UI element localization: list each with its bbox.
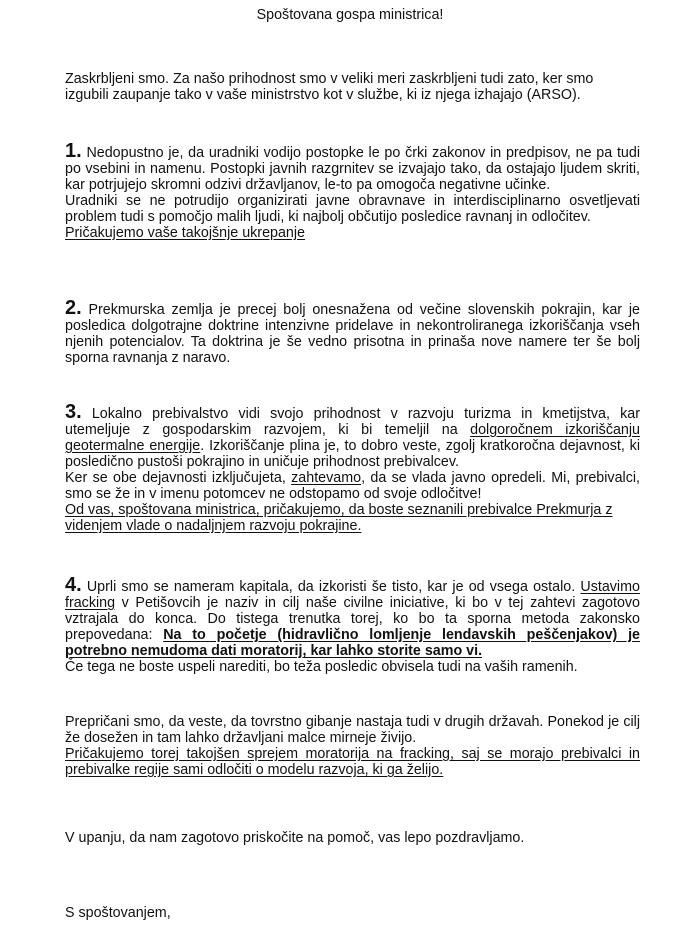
section-3-paragraph [65,401,641,470]
section-1-demand: Pričakujemo vaše takojšnje ukrepanje [65,225,305,241]
signoff [65,905,640,921]
section-3-demand-word: zahtevamo [291,470,362,486]
section-4-text-3: Če tega ne boste uspeli narediti, bo teža posledic obvisela tudi na vaših ramenih. [65,659,578,675]
section-4-paragraph [65,574,640,659]
section-4 [65,574,640,675]
section-1-paragraph [65,140,640,193]
greeting-text: V upanju, da nam zagotovo priskočite na pomoč, vas lepo pozdravljamo. [65,830,525,846]
section-3-paragraph-2 [65,470,640,502]
signoff-text: S spoštovanjem, [65,905,171,921]
section-2-paragraph [65,297,640,366]
section-3-text-1: Lokalno prebivalstvo vidi svojo prihodnost v razvoju turizma in kmetijstva, kar utemeljuje z gospodarskim razvojem, ki bi temeljil na [65,406,640,438]
closing-greeting [65,830,640,846]
section-4-text-2: v Petišovcih je naziv in cilj naše civilne iniciative, ki bo v tej zahtevi zagotovo vztrajala do konca. Do tistega trenutka torej, ko bo ta sporna metoda zakonsko prepovedana: [65,595,640,643]
section-1-text: Nedopustno je, da uradniki vodijo postopke le po črki zakonov in predpisov, ne pa tudi po vsebini in namenu. Postopki javnih razgrnitev se izvajajo tako, da ostajajo ljudem skriti, kar potrjujejo skromni odzivi državljanov, le-to pa omogoča negativne učinke. [65,145,640,193]
section-3-text-3a: Ker se obe dejavnosti izključujeta, [65,470,292,486]
section-4-text-1: Uprli smo se nameram kapitala, da izkoristi še tisto, kar je od vsega ostalo. [86,579,576,595]
section-2-text: Prekmurska zemlja je precej bolj onesnažena od večine slovenskih pokrajin, kar je posledica dolgotrajne doktrine intenzivne pridelave in nekontroliranega izkoriščanja vseh njenih potencialov. Ta doktrina je še vedno prisotna in prinaša nove namere ter še bolj sporna ravnanja z naravo. [65,302,640,366]
section-2 [65,297,640,366]
closing-text-1: Prepričani smo, da veste, da tovrstno gibanje nastaja tudi v drugih državah. Ponekod je cilj že dosežen in tam lahko državljani malce mirneje živijo. [65,714,640,746]
section-1 [65,140,640,241]
closing-demand: Pričakujemo torej takojšen sprejem moratorija na fracking, saj se morajo prebivalci in prebivalke regije sami odločiti o modelu razvoja, ki ga želijo. [65,746,640,778]
intro-text: Zaskrbljeni smo. Za našo prihodnost smo v veliki meri zaskrbljeni tudi zato, ker smo izgubili zaupanje tako v vaše ministrstvo kot v službe, ki iz njega izhajajo (ARSO). [65,71,594,103]
section-4-number: 4. [65,574,82,596]
section-3-text-2: . Izkoriščanje plina je, to dobro veste, zgolj kratkoročna dejavnost, ki posledično pustoši pokrajino in uničuje prihodnost prebivalcev. [65,438,640,470]
letter-salutation: Spoštovana gospa ministrica! [256,7,444,23]
section-2-number: 2. [65,297,82,319]
section-3-text-3b: , da se vlada javno opredeli. Mi, prebivalci, smo se že in v imenu potomcev ne odstopamo od svoje odločitve! [65,470,640,502]
section-1-number: 1. [65,140,82,162]
section-4-initiative-name: Ustavimo fracking [65,579,640,611]
section-3-geothermal: dolgoročnem izkoriščanju geotermalne energije [65,422,641,454]
closing-paragraph [65,714,640,778]
section-1-text-2: Uradniki se ne potrudijo organizirati javne obravnave in interdisciplinarno osvetljevati problem tudi s pomočjo malih ljudi, ki najbolj občutijo posledice ravnanj in odločitev. [65,193,640,225]
section-4-moratorium-demand: Na to početje (hidravlično lomljenje lendavskih peščenjakov) je potrebno nemudoma dati moratorij, kar lahko storite samo vi. [65,627,640,659]
intro-paragraph [65,71,640,103]
section-3-demand: Od vas, spoštovana ministrica, pričakujemo, da boste seznanili prebivalce Prekmurja z videnjem vlade o nadaljnjem razvoju pokrajine. [65,502,613,534]
section-3 [65,401,641,534]
section-3-number: 3. [65,401,82,423]
